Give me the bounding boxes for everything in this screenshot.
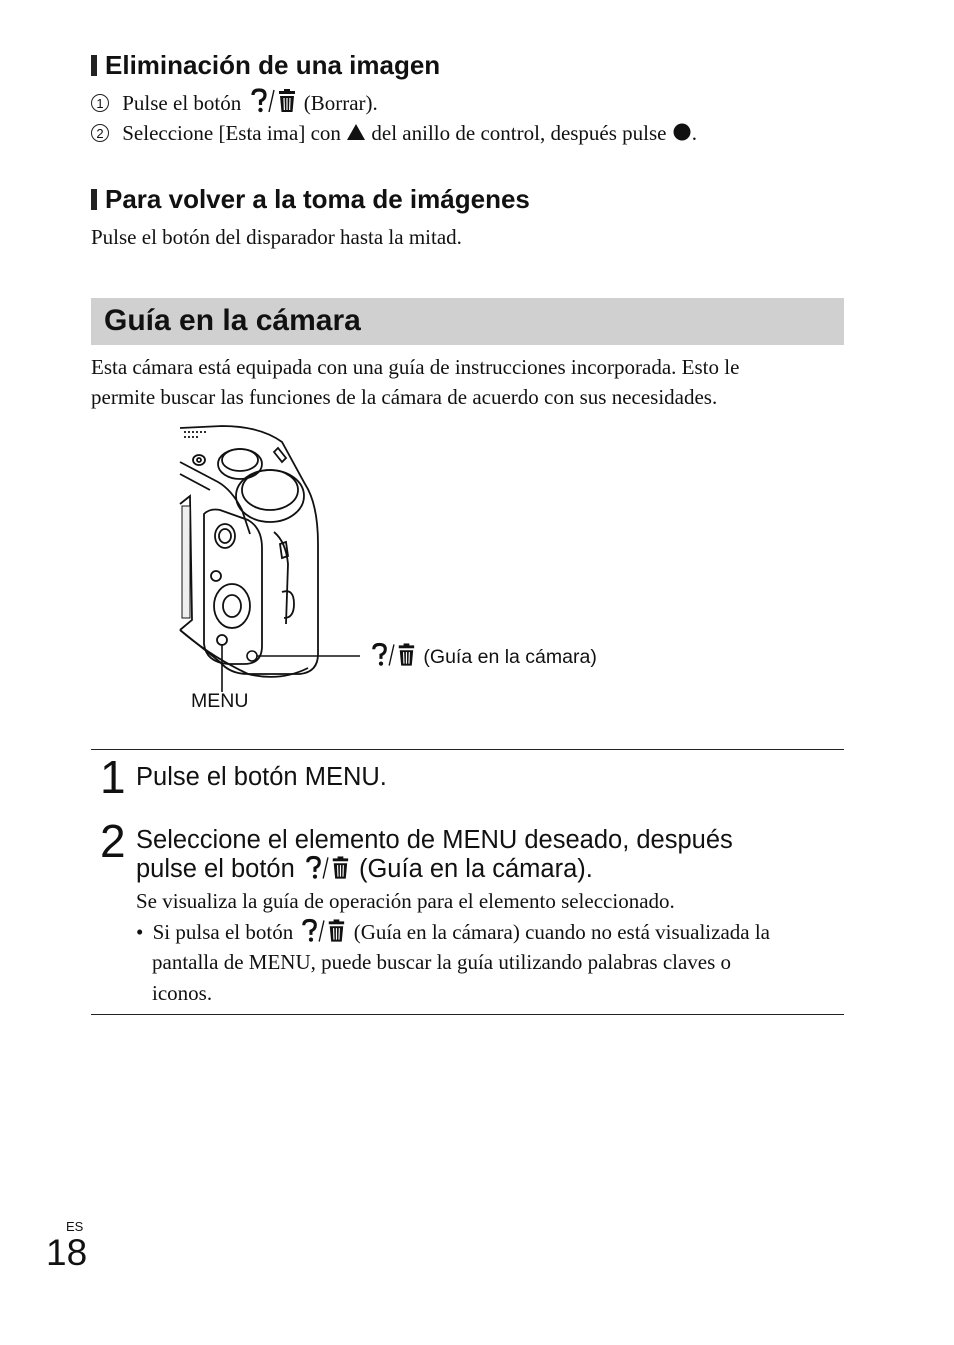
step-text-end: (Borrar). [303, 91, 378, 115]
section-marker-icon [91, 189, 97, 210]
camera-illustration [170, 424, 640, 724]
step-2-line-2 [136, 855, 593, 884]
label-menu: MENU [191, 690, 249, 712]
step-number: 1 [91, 94, 109, 112]
label-guide-button [368, 642, 597, 669]
heading-guide: Guía en la cámara [104, 304, 361, 337]
bullet-text-b: (Guía en la cámara) cuando no está visualizada la [353, 920, 771, 944]
step-text-mid: del anillo de control, después pulse [371, 121, 667, 145]
steps-top-rule [91, 749, 844, 750]
section-title-text: Eliminación de una imagen [105, 50, 441, 80]
step-text: Pulse el botón [122, 91, 242, 115]
step-2-line-1: Seleccione el elemento de MENU deseado, después [136, 826, 733, 854]
step-1-number: 1 [100, 751, 126, 803]
bullet-text-a: Si pulsa el botón [152, 920, 294, 944]
triangle-up-icon [346, 123, 366, 141]
help-trash-icon [247, 88, 299, 114]
section-marker-icon [91, 55, 97, 76]
intro-line-2: permite buscar las funciones de la cámara de acuerdo con sus necesidades. [91, 385, 718, 409]
step-2-number: 2 [100, 815, 126, 867]
step-number: 2 [91, 124, 109, 142]
bullet-line-2: pantalla de MENU, puede buscar la guía utilizando palabras claves o [152, 950, 732, 974]
bullet-line-3: iconos. [152, 981, 213, 1005]
section-title-delete [91, 50, 440, 80]
delete-step-2 [91, 118, 697, 148]
language-code: ES [66, 1219, 84, 1234]
bullet-mark: • [136, 920, 144, 944]
section-title-text: Para volver a la toma de imágenes [105, 184, 530, 214]
bullet-line-1 [136, 917, 770, 948]
step-text: Seleccione [Esta ima] con [122, 121, 341, 145]
step-1-text: Pulse el botón MENU. [136, 763, 387, 791]
bullet-dot-icon [672, 122, 692, 142]
intro-line-1: Esta cámara está equipada con una guía de instrucciones incorporada. Esto le [91, 355, 740, 379]
help-trash-icon [302, 855, 352, 881]
page-number: 18 [46, 1232, 88, 1273]
step-2-line-2-b: (Guía en la cámara). [358, 855, 593, 883]
delete-step-1 [91, 88, 378, 118]
steps-bottom-rule [91, 1014, 844, 1015]
section-title-return [91, 184, 530, 214]
step-text-end: . [691, 121, 698, 145]
return-text: Pulse el botón del disparador hasta la mitad. [91, 225, 462, 249]
label-guide-text: (Guía en la cámara) [423, 646, 597, 668]
help-trash-icon [368, 642, 418, 668]
help-trash-icon [298, 918, 348, 944]
step-2-description: Se visualiza la guía de operación para el elemento seleccionado. [136, 889, 675, 913]
step-2-line-2-a: pulse el botón [136, 855, 295, 883]
